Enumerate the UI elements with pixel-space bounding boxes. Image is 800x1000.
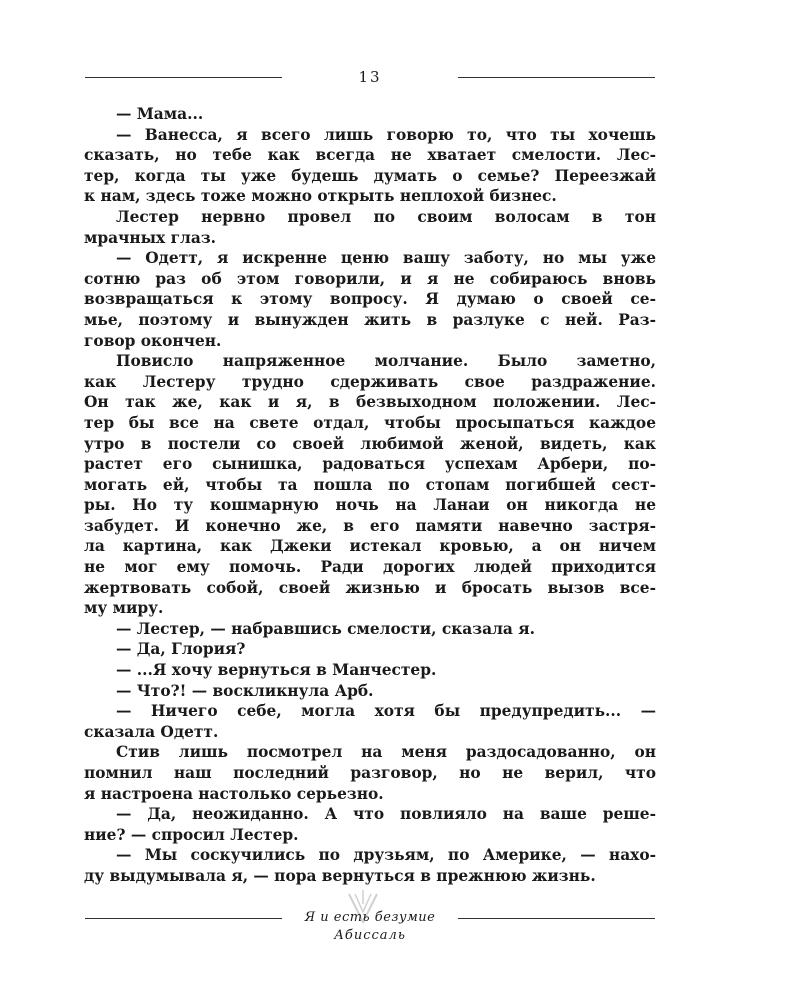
body-text: [84, 104, 656, 887]
text-line: — Ванесса, я всего лишь говорю то, что ты хочешь: [116, 125, 656, 144]
text-line: тер, когда ты уже будешь думать о семье? Переезжай: [84, 166, 656, 185]
book-title: Я и есть безумие: [304, 910, 436, 925]
text-line: к нам, здесь тоже можно открыть неплохой бизнес.: [84, 187, 557, 206]
text-line: ду выдумывала я, — пора вернуться в прежнюю жизнь.: [84, 866, 596, 885]
text-line: мье, поэтому и вынужден жить в разлуке с ней. Раз-: [84, 310, 656, 329]
text-line: ры. Но ту кошмарную ночь на Ланаи он никогда не: [84, 496, 656, 515]
text-line: — Лестер, — набравшись смелости, сказала я.: [116, 619, 535, 638]
text-line: — Да, неожиданно. А что повлияло на ваше реше-: [116, 805, 656, 824]
text-line: ние? — спросил Лестер.: [84, 825, 299, 844]
text-line: сотню раз об этом говорили, и я не собираюсь вновь: [84, 269, 656, 288]
text-line: ла картина, как Джеки истекал кровью, а он ничем: [84, 537, 656, 556]
text-line: говор окончен.: [84, 331, 222, 350]
text-line: — Что?! — воскликнула Арб.: [116, 681, 374, 700]
text-line: — ...Я хочу вернуться в Манчестер.: [116, 661, 437, 680]
text-line: — Мы соскучились по друзьям, по Америке, — нахо-: [116, 846, 656, 865]
text-line: — Да, Глория?: [116, 640, 246, 659]
text-line: могать ей, чтобы та пошла по стопам погибшей сест-: [84, 475, 656, 494]
text-line: сказать, но тебе как всегда не хватает смелости. Лес-: [84, 146, 656, 165]
text-line: тер бы все на свете отдал, чтобы просыпаться каждое: [84, 413, 656, 432]
text-line: мрачных глаз.: [84, 228, 217, 247]
text-line: — Одетт, я искренне ценю вашу заботу, но мы уже: [116, 249, 656, 268]
book-author: Абиссаль: [334, 928, 406, 943]
text-line: — Ничего себе, могла хотя бы предупредить... —: [116, 702, 656, 721]
footer-rule-right: [458, 918, 655, 919]
text-line: возвращаться к этому вопросу. Я думаю о своей се-: [84, 290, 656, 309]
text-line: растет его сынишка, радоваться успехам Арбери, по-: [84, 455, 656, 474]
text-line: сказала Одетт.: [84, 722, 219, 741]
text-line: Стив лишь посмотрел на меня раздосадованно, он: [116, 743, 656, 762]
text-line: жертвовать собой, своей жизнью и бросать вызов все-: [84, 578, 656, 597]
page-footer: [85, 908, 655, 952]
text-line: Повисло напряженное молчание. Было заметно,: [116, 352, 656, 371]
text-line: я настроена настолько серьезно.: [84, 784, 384, 803]
text-line: Лестер нервно провел по своим волосам в тон: [116, 207, 656, 226]
text-line: не мог ему помочь. Ради дорогих людей приходится: [84, 558, 656, 577]
text-line: помнил наш последний разговор, но не верил, что: [84, 764, 656, 782]
text-line: как Лестеру трудно сдерживать свое раздражение.: [84, 372, 656, 391]
text-line: му миру.: [84, 599, 164, 618]
text-line: забудет. И конечно же, в его памяти навечно застря-: [84, 516, 656, 535]
text-line: — Мама...: [116, 105, 204, 123]
page-header: [85, 66, 655, 88]
text-line: Он так же, как и я, в безвыходном положении. Лес-: [84, 393, 656, 412]
text-line: утро в постели со своей любимой женой, видеть, как: [84, 434, 656, 453]
page-number: 13: [358, 68, 382, 86]
header-rule-right: [458, 77, 655, 78]
